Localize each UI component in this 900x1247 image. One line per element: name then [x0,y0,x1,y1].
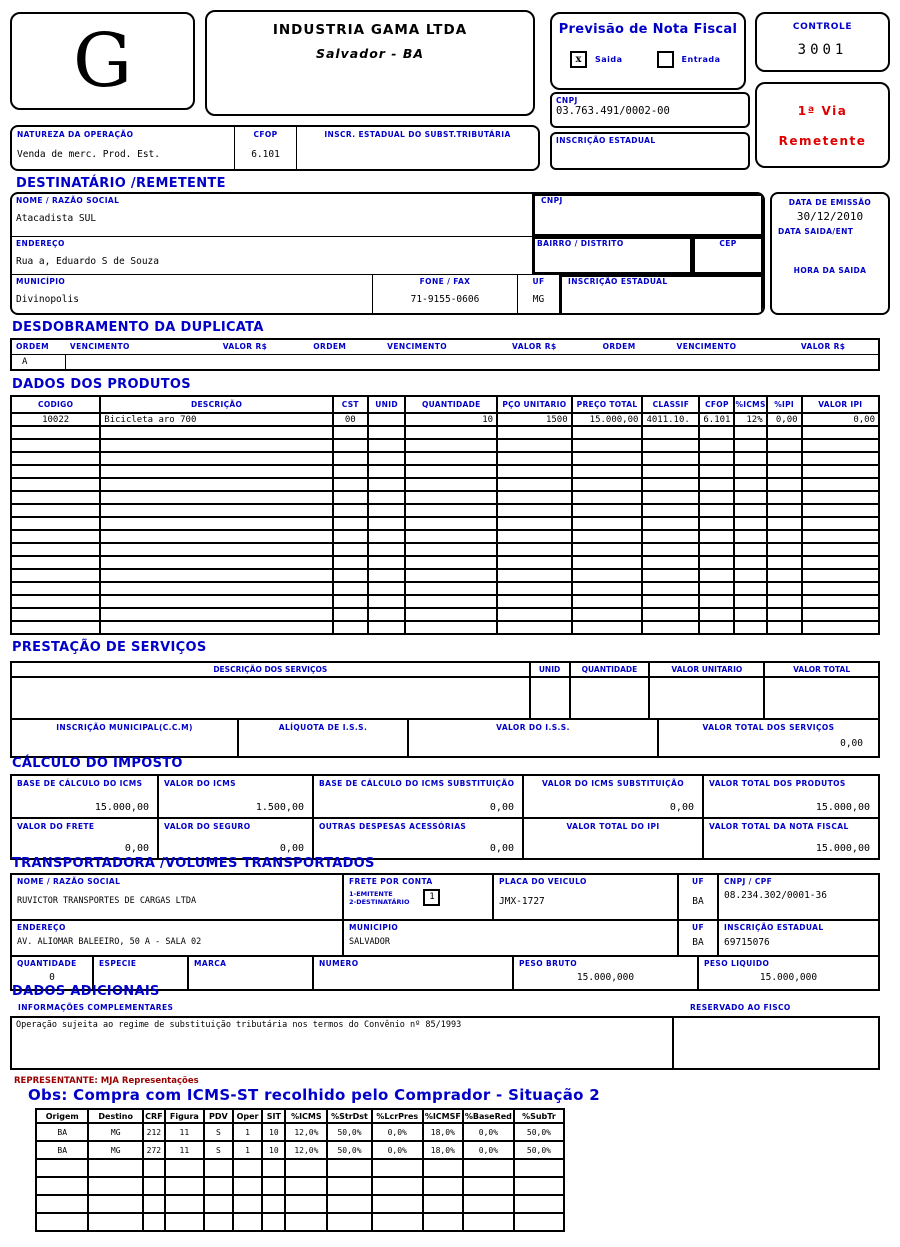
frete-value-box: 1 [423,889,440,906]
transp-endereco-value: AV. ALIOMAR BALEEIRO, 50 A - SALA 02 [17,937,202,947]
table-row-empty [36,1177,564,1195]
valor-iss-label: VALOR DO I.S.S. [496,723,570,732]
table-row-empty [11,439,879,452]
section-title-servicos: PRESTAÇÃO DE SERVIÇOS [12,640,207,655]
endereco-value: Rua a, Eduardo S de Souza [16,256,159,267]
section-title-destinatario: DESTINATÁRIO /REMETENTE [16,176,226,191]
valor-iss-cell [407,720,657,756]
municipio-cell [12,275,372,315]
table-row-empty [11,595,879,608]
obs-line: Obs: Compra com ICMS-ST recolhido pelo Comprador - Situação 2 [28,1086,600,1104]
situacao-row: BA MG 212 11 S 1 10 12,0% 50,0% 0,0% 18,0% 0,0% 50,0% [36,1123,564,1141]
valor-total-ipi-cell: VALOR TOTAL DO IPI [522,819,702,858]
natureza-cell [12,127,234,169]
frete-cell: FRETE POR CONTA 1-EMITENTE 2-DESTINATÁRIO 1 [342,875,492,919]
via-line1: 1ª Via [797,104,848,118]
situacao-row: BA MG 272 11 S 1 10 12,0% 50,0% 0,0% 18,0% 0,0% 50,0% [36,1141,564,1159]
bairro-cell [532,237,692,274]
situacao-table [35,1108,565,1232]
uf-label: UF [532,277,545,286]
valor-total-servicos-value: 0,00 [840,738,863,749]
table-row-empty [11,517,879,530]
inscr-subst-cell [296,127,538,169]
placa-cell: PLACA DO VEICULO JMX-1727 [492,875,677,919]
transp-endereco-cell: ENDEREÇO AV. ALIOMAR BALEEIRO, 50 A - SALA 02 [12,921,342,955]
transp-ie-value: 69715076 [724,937,770,948]
hora-saida-label: HORA DA SAIDA [793,266,867,275]
saida-checkbox[interactable]: x [570,51,587,68]
valor-total-servicos-label: VALOR TOTAL DOS SERVIÇOS [702,723,835,732]
peso-liquido-value: 15.000,000 [759,972,818,983]
doc-title: Previsão de Nota Fiscal [558,22,738,37]
transp-uf2-value: BA [692,937,704,948]
dest-cnpj-label: CNPJ [541,196,563,205]
table-row-empty [11,478,879,491]
base-icms-cell: BASE DE CÁLCULO DO ICMS 15.000,00 [17,779,149,813]
peso-bruto-value: 15.000,000 [576,972,635,983]
produto-row: 10022 Bicicleta aro 700 00 10 1500 15.000,00 4011.10. 6.101 12% 0,00 0,00 [11,413,879,426]
inscr-subst-label: INSCR. ESTADUAL DO SUBST.TRIBUTÁRIA [324,130,511,139]
numero-cell: NUMERO [312,957,512,989]
reservado-fisco-label: RESERVADO AO FISCO [690,1003,791,1012]
info-complementares-label: INFORMAÇÕES COMPLEMENTARES [18,1003,174,1012]
dest-ie-cell [559,275,763,315]
cnpj-label: CNPJ [556,96,578,105]
table-row-empty [11,465,879,478]
saida-label: Saida [595,55,623,64]
valor-total-produtos-cell: VALOR TOTAL DOS PRODUTOS 15.000,00 [702,776,878,817]
cnpj-value: 03.763.491/0002-00 [556,105,670,117]
placa-value: JMX-1727 [499,896,545,907]
servicos-empty-row [11,677,879,719]
natureza-label: NATUREZA DA OPERAÇÃO [17,130,134,139]
section-title-duplicata: DESDOBRAMENTO DA DUPLICATA [12,320,264,335]
nome-label: NOME / RAZÃO SOCIAL [16,196,120,205]
emitente-cnpj-box [550,92,750,128]
insc-municipal-cell [12,720,237,756]
outras-despesas-cell: OUTRAS DESPESAS ACESSÓRIAS 0,00 [312,819,522,858]
company-logo-box [10,12,195,110]
company-city: Salvador - BA [315,46,425,61]
section-title-transportadora: TRANSPORTADORA /VOLUMES TRANSPORTADOS [12,856,375,871]
dest-cnpj-cell [532,194,763,236]
emissao-box [770,192,890,315]
dest-ie-label: INSCRIÇÃO ESTADUAL [568,277,668,286]
valor-total-servicos-cell [657,720,878,756]
table-row-empty [11,530,879,543]
quantidade-cell: QUANTIDADE 0 [12,957,92,989]
transp-nome-value: RUVICTOR TRANSPORTES DE CARGAS LTDA [17,896,197,906]
reservado-fisco-area [672,1018,878,1068]
transp-cnpj-value: 08.234.302/0001-36 [724,890,827,901]
company-name: INDUSTRIA GAMA LTDA [272,22,468,38]
cfop-value: 6.101 [251,149,280,160]
dados-adicionais-box [10,1016,880,1070]
valor-icms-cell: VALOR DO ICMS 1.500,00 [157,776,312,817]
uf-cell [517,275,559,315]
controle-value: 3001 [797,42,848,58]
controle-box [755,12,890,72]
valor-frete-cell: VALOR DO FRETE 0,00 [17,822,149,854]
frete-opt2: 2-DESTINATÁRIO [349,898,410,907]
valor-seguro-cell: VALOR DO SEGURO 0,00 [157,819,312,858]
servicos-header-row: DESCRIÇÃO DOS SERVIÇOS UNID QUANTIDADE VALOR UNITARIO VALOR TOTAL [11,662,879,677]
representante-line: REPRESENTANTE: MJA Representações [14,1076,199,1086]
table-row-empty [11,569,879,582]
imposto-grid [10,774,880,860]
table-row-empty [11,426,879,439]
endereco-cell [12,237,532,274]
data-saida-label: DATA SAIDA/ENT [778,227,854,236]
marca-cell: MARCA [187,957,312,989]
insc-municipal-label: INSCRIÇÃO MUNICIPAL(C.C.M) [56,723,193,732]
municipio-value: Divinopolis [16,294,79,305]
nome-value: Atacadista SUL [16,213,97,224]
fone-value: 71-9155-0606 [410,294,480,305]
situacao-header-row: Origem Destino CRF Figura PDV Oper SIT %ICMS %StrDst %LcrPres %ICMSF %BaseRed %SubTr [36,1109,564,1123]
transp-uf2-cell: UF BA [677,921,717,955]
entrada-label: Entrada [681,55,721,64]
table-row-empty [36,1195,564,1213]
quantidade-value: 0 [49,972,55,983]
duplicata-header-row: ORDEM VENCIMENTO VALOR R$ ORDEM VENCIMENTO VALOR R$ ORDEM VENCIMENTO VALOR R$ [11,339,879,354]
peso-liquido-cell: PESO LIQUIDO 15.000,000 [697,957,878,989]
nome-cell [12,194,532,236]
data-emissao-label: DATA DE EMISSÃO [788,198,872,207]
frete-opt1: 1-EMITENTE [349,890,393,898]
destinatario-block [10,192,765,315]
natureza-value: Venda de merc. Prod. Est. [17,149,160,160]
transp-municipio-cell: MUNICIPIO SALVADOR [342,921,677,955]
valor-total-nota-cell: VALOR TOTAL DA NOTA FISCAL 15.000,00 [702,819,878,858]
doc-title-box [550,12,746,90]
emitente-ie-label: INSCRIÇÃO ESTADUAL [556,136,656,145]
valor-icms-subst-cell: VALOR DO ICMS SUBSTITUIÇÃO 0,00 [522,776,702,817]
duplicata-table [10,338,880,371]
transp-ie-cell: INSCRIÇÃO ESTADUAL 69715076 [717,921,878,955]
entrada-checkbox[interactable] [657,51,674,68]
transportadora-grid [10,873,880,991]
controle-label: CONTROLE [792,22,853,32]
transp-municipio-value: SALVADOR [349,937,390,947]
via-box [755,82,890,168]
municipio-label: MUNICÍPIO [16,277,66,286]
table-row-empty [11,582,879,595]
especie-cell: ESPECIE [92,957,187,989]
aliquota-cell [237,720,407,756]
emitente-ie-box [550,132,750,170]
transp-uf1-value: BA [692,896,704,907]
section-title-imposto: CÁLCULO DO IMPOSTO [12,756,183,771]
section-title-produtos: DADOS DOS PRODUTOS [12,377,191,392]
table-row-empty [11,608,879,621]
peso-bruto-cell: PESO BRUTO 15.000,000 [512,957,697,989]
cep-cell [692,237,763,274]
table-row-empty [11,491,879,504]
servicos-footer [10,720,880,758]
data-emissao-value: 30/12/2010 [796,210,864,223]
cfop-cell [234,127,296,169]
table-row-empty [36,1159,564,1177]
transp-uf1-cell: UF BA [677,875,717,919]
via-line2: Remetente [778,134,867,148]
cfop-label: CFOP [253,130,278,139]
info-complementares-value: Operação sujeita ao regime de substituição tributária nos termos do Convênio nº 85/1993 [16,1020,462,1030]
table-row-empty [11,452,879,465]
logo-letter: G [72,18,133,104]
endereco-label: ENDEREÇO [16,239,65,248]
bairro-label: BAIRRO / DISTRITO [537,239,624,248]
uf-value: MG [532,294,545,305]
fone-label: FONE / FAX [419,277,471,286]
table-row-empty [11,621,879,634]
table-row-empty [11,504,879,517]
table-row-empty [11,556,879,569]
duplicata-row: A [11,354,879,370]
transp-cnpj-cell: CNPJ / CPF 08.234.302/0001-36 [717,875,878,919]
servicos-table [10,661,880,720]
company-box [205,10,535,116]
aliquota-label: ALÍQUOTA DE I.S.S. [278,723,368,732]
cep-label: CEP [719,239,737,248]
table-row-empty [36,1213,564,1231]
fone-cell [372,275,517,315]
table-row-empty [11,543,879,556]
transp-nome-cell: NOME / RAZÃO SOCIAL RUVICTOR TRANSPORTES DE CARGAS LTDA [12,875,342,919]
produtos-table [10,395,880,635]
natureza-operacao-box [10,125,540,171]
base-icms-subst-cell: BASE DE CÁLCULO DO ICMS SUBSTITUIÇÃO 0,00 [312,776,522,817]
section-title-adicionais: DADOS ADICIONAIS [12,984,160,999]
produtos-header-row: CODIGO DESCRIÇÃO CST UNID QUANTIDADE PÇO UNITARIO PREÇO TOTAL CLASSIF CFOP %ICMS %IPI VALOR IPI [11,396,879,413]
